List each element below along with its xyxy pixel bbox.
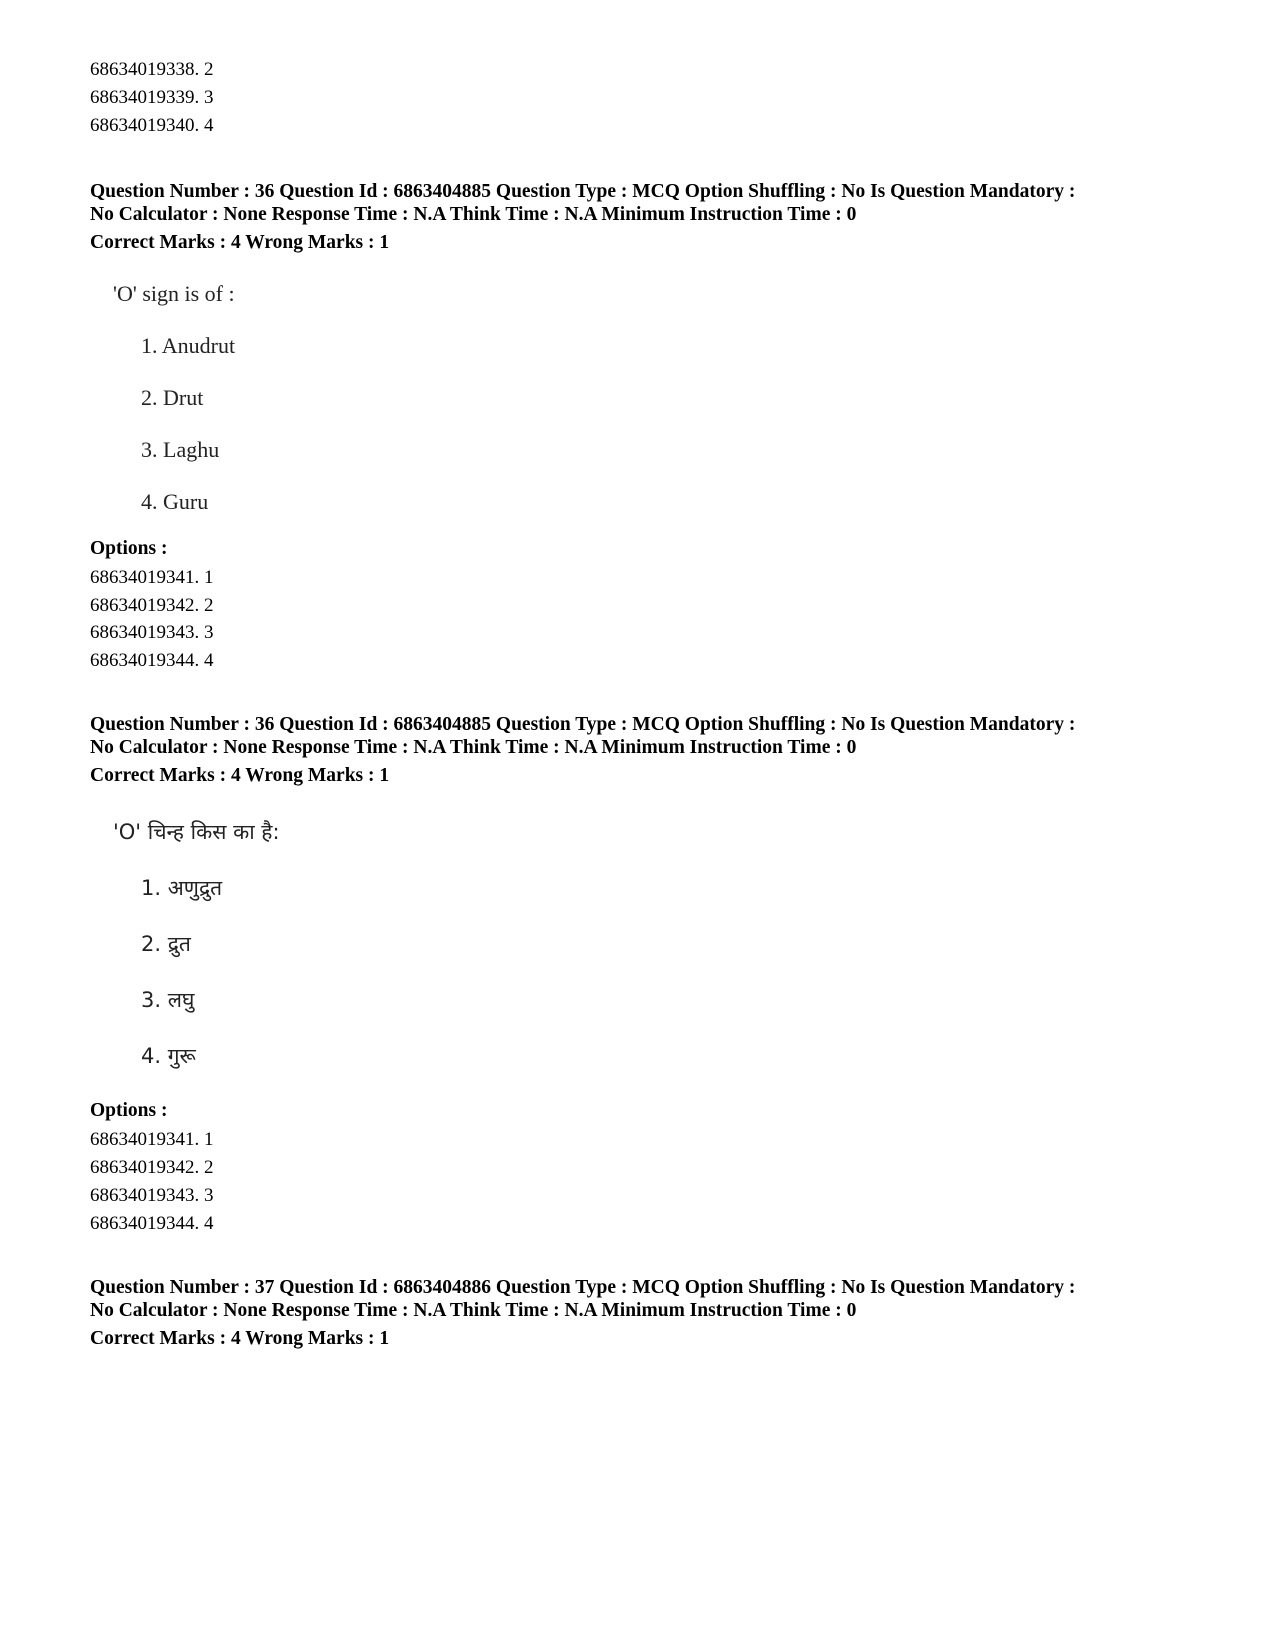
- question-meta-line2: No Calculator : None Response Time : N.A Think Time : N.A Minimum Instruction Time : 0: [90, 1300, 857, 1321]
- question-marks: Correct Marks : 4 Wrong Marks : 1: [90, 765, 390, 786]
- option-line: 68634019344. 4: [90, 1213, 214, 1234]
- question-choice: 1. Anudrut: [141, 333, 236, 358]
- question-stem: 'O' sign is of :: [113, 281, 235, 306]
- option-line: 68634019341. 1: [90, 1129, 214, 1150]
- question-stem: 'O' चिन्ह किस का है:: [113, 820, 280, 844]
- question-choice: 3. Laghu: [141, 437, 220, 462]
- question-choice: 2. Drut: [141, 385, 204, 410]
- question-choice: 3. लघु: [141, 988, 195, 1012]
- option-line: 68634019338. 2: [90, 59, 214, 80]
- question-choice: 4. गुरू: [141, 1044, 196, 1068]
- question-meta-line1: Question Number : 36 Question Id : 6863404885 Question Type : MCQ Option Shuffling : No Is Question Mandatory :: [90, 714, 1076, 735]
- option-line: 68634019344. 4: [90, 650, 214, 671]
- question-meta-line2: No Calculator : None Response Time : N.A Think Time : N.A Minimum Instruction Time : 0: [90, 737, 857, 758]
- option-line: 68634019339. 3: [90, 87, 214, 108]
- question-meta-line2: No Calculator : None Response Time : N.A Think Time : N.A Minimum Instruction Time : 0: [90, 204, 857, 225]
- option-line: 68634019342. 2: [90, 1157, 214, 1178]
- option-line: 68634019340. 4: [90, 115, 214, 136]
- question-marks: Correct Marks : 4 Wrong Marks : 1: [90, 232, 390, 253]
- options-label: Options :: [90, 1100, 168, 1121]
- options-label: Options :: [90, 538, 168, 559]
- option-line: 68634019343. 3: [90, 1185, 214, 1206]
- question-meta-line1: Question Number : 36 Question Id : 6863404885 Question Type : MCQ Option Shuffling : No Is Question Mandatory :: [90, 181, 1076, 202]
- option-line: 68634019343. 3: [90, 622, 214, 643]
- option-line: 68634019341. 1: [90, 567, 214, 588]
- question-choice: 1. अणुद्रुत: [141, 876, 223, 900]
- question-marks: Correct Marks : 4 Wrong Marks : 1: [90, 1328, 390, 1349]
- option-line: 68634019342. 2: [90, 595, 214, 616]
- question-meta-line1: Question Number : 37 Question Id : 6863404886 Question Type : MCQ Option Shuffling : No Is Question Mandatory :: [90, 1277, 1076, 1298]
- question-choice: 2. द्रुत: [141, 932, 191, 956]
- question-choice: 4. Guru: [141, 489, 209, 514]
